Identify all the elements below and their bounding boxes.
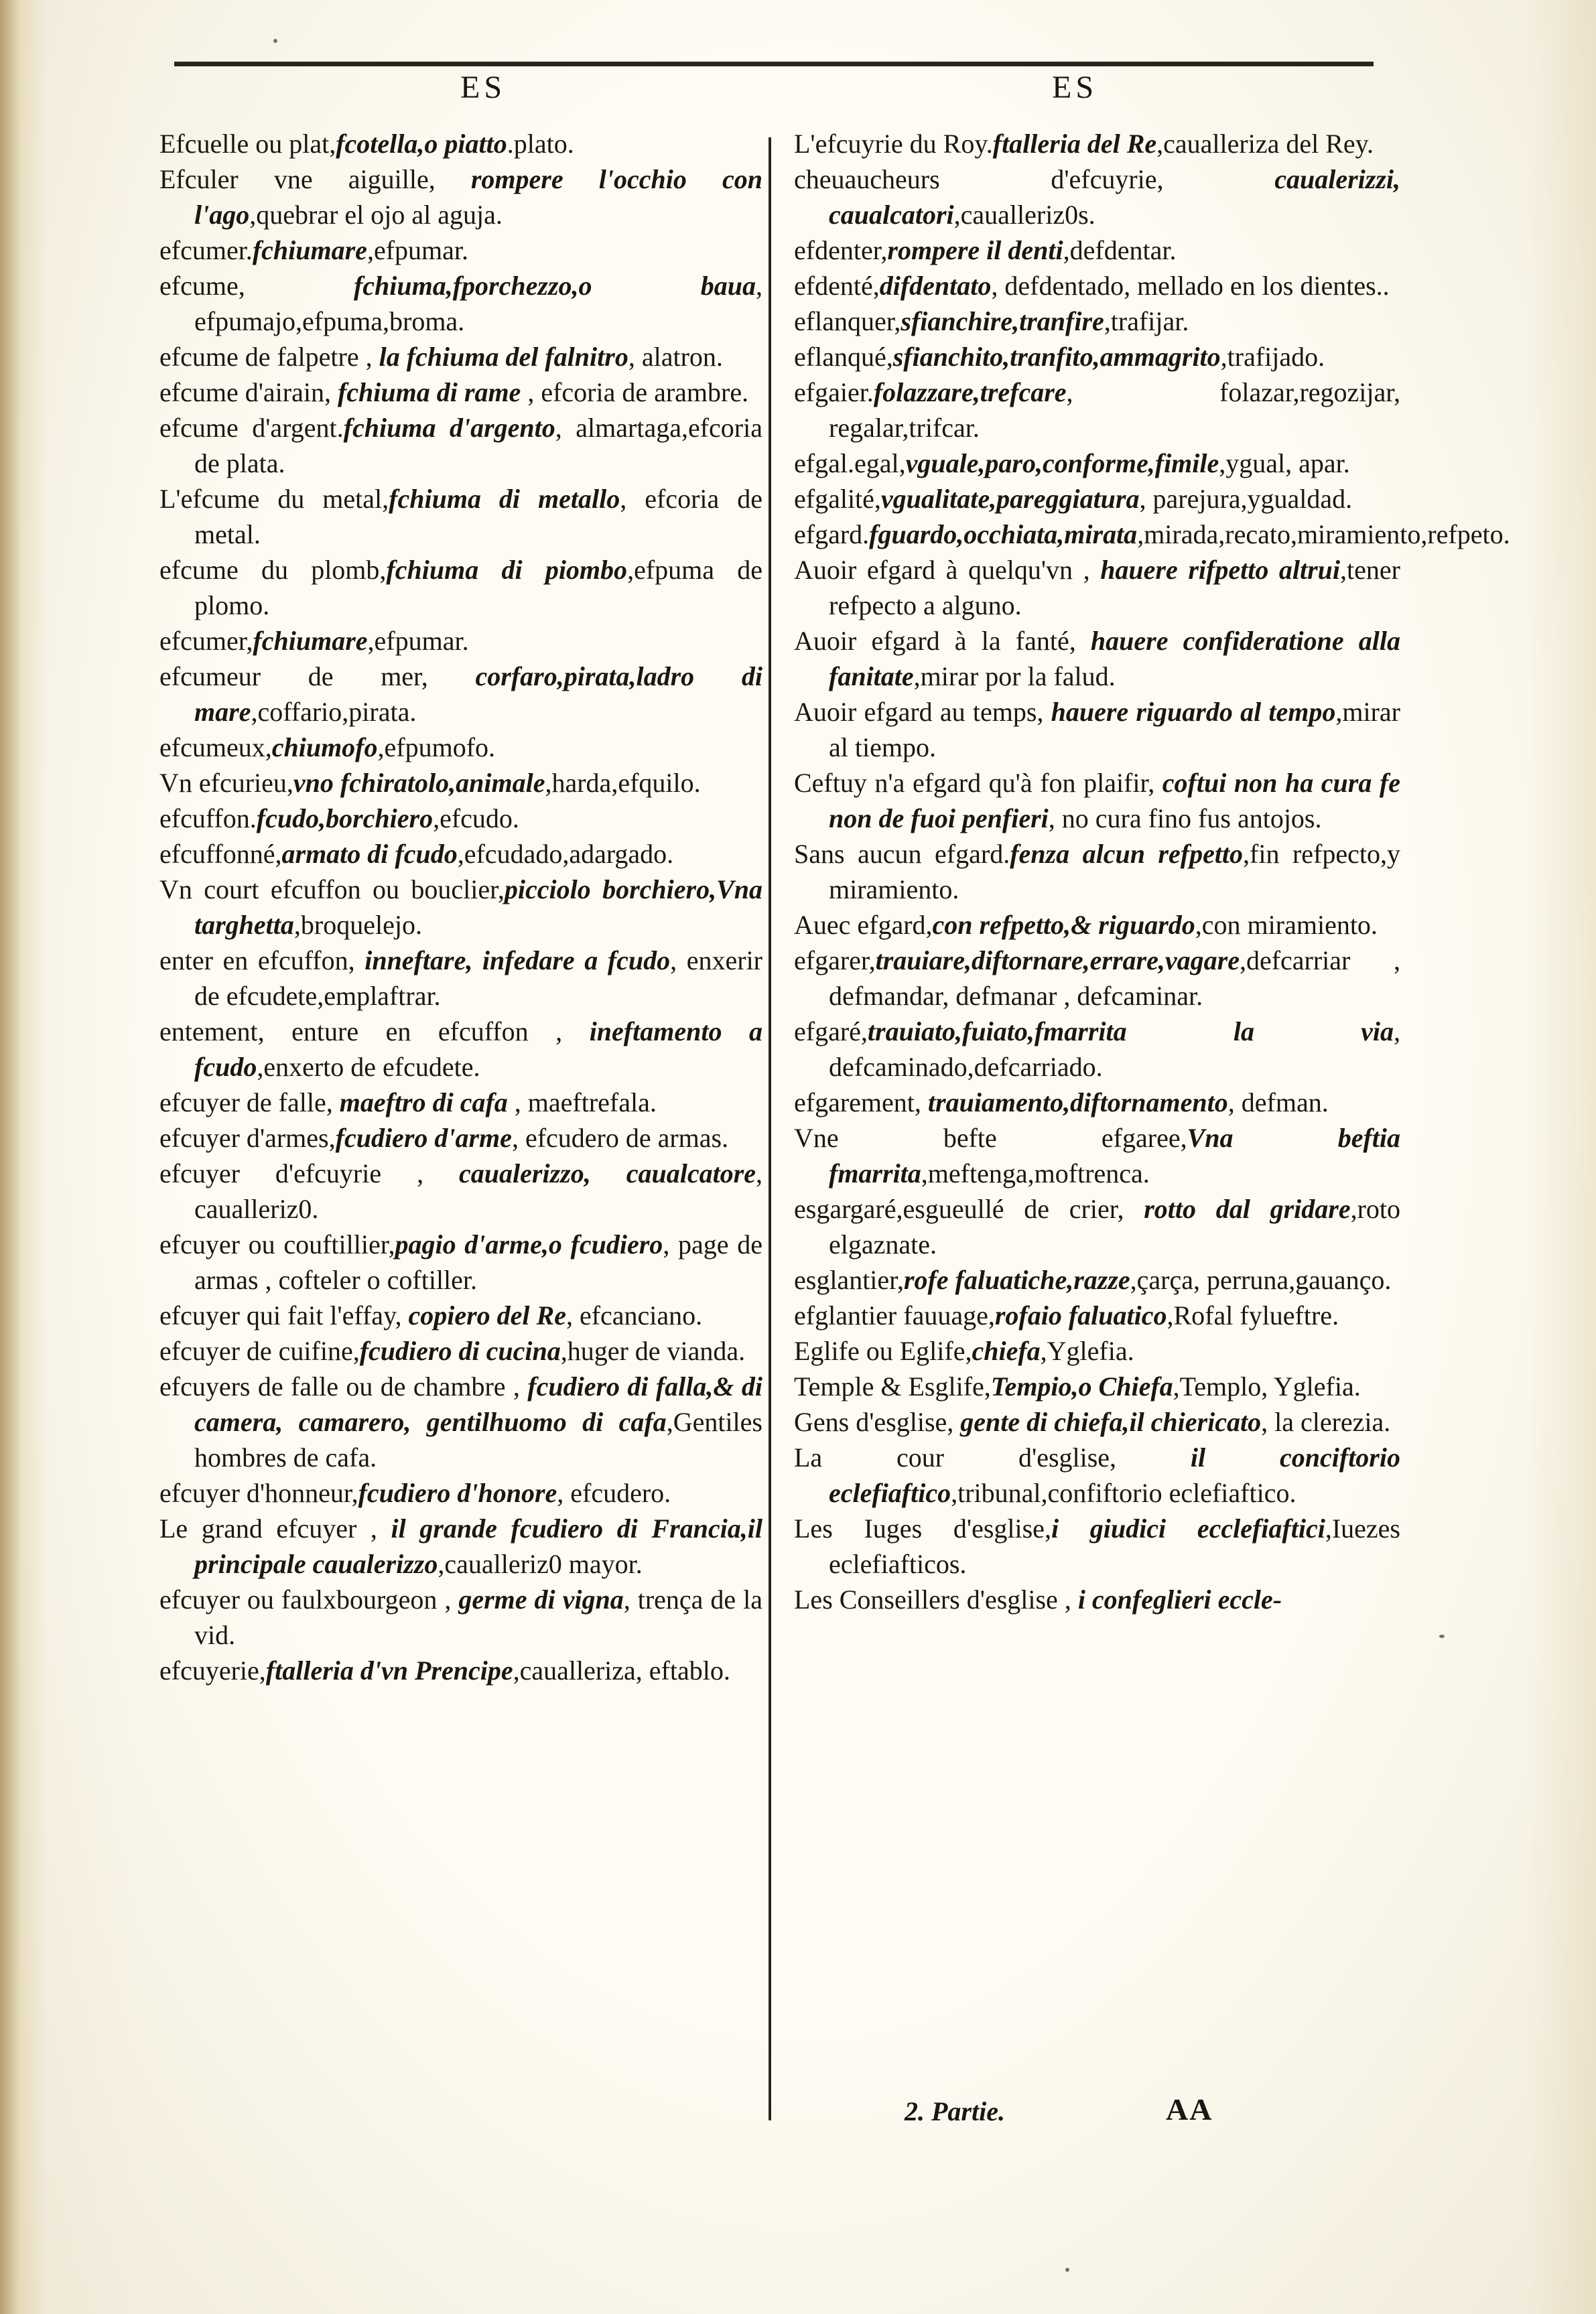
italian-term: maeftro di cafa: [339, 1087, 508, 1117]
dictionary-entry: [159, 481, 762, 552]
spanish-term: ,efcudo.: [433, 803, 519, 833]
dictionary-entry: [159, 659, 762, 730]
french-term: efcuyer ou couftillier,: [159, 1229, 395, 1260]
french-term: efgard.: [794, 519, 870, 549]
dictionary-entry: [159, 375, 762, 410]
dictionary-entry: [794, 1404, 1400, 1440]
french-term: eflanqué,: [794, 342, 893, 372]
dictionary-entry: [159, 872, 762, 943]
italian-term: trauiare,diftornare,errare,vagare: [875, 945, 1240, 975]
french-term: efcume,: [159, 271, 354, 301]
italian-term: coftui non ha cura fe non de fuoi penfieri: [829, 768, 1400, 833]
french-term: efcuyer de cuifine,: [159, 1336, 360, 1366]
italian-term: fcudiero di falla,& di camera, camarero, gentilhuomo di cafa: [194, 1371, 762, 1437]
french-term: efgalité,: [794, 484, 881, 514]
french-term: efgal.egal,: [794, 448, 906, 478]
italian-term: con refpetto,& riguardo: [932, 910, 1195, 940]
catchword: AA: [1166, 2092, 1213, 2126]
italian-term: fchiumare: [252, 235, 367, 265]
dictionary-entry: [159, 623, 762, 659]
french-term: Auoir efgard au temps,: [794, 697, 1051, 727]
left-column: [159, 126, 762, 1688]
spanish-term: ,Gentiles hombres de cafa.: [194, 1407, 762, 1473]
spanish-term: ,Templo, Yglefia.: [1173, 1371, 1361, 1402]
french-term: Efcuelle ou plat,: [159, 129, 336, 159]
spanish-term: ,mirar por la falud.: [913, 661, 1116, 691]
italian-term: ineftamento a fcudo: [194, 1016, 762, 1082]
dictionary-entry: [159, 1085, 762, 1120]
italian-term: fcudiero d'honore: [358, 1478, 557, 1508]
italian-term: i confeglieri eccle-: [1077, 1584, 1282, 1615]
italian-term: fchiuma di rame: [337, 377, 521, 407]
spanish-term: , la clerezia.: [1261, 1407, 1391, 1437]
spanish-term: ,Rofal fylueftre.: [1167, 1300, 1339, 1331]
french-term: efcume d'airain,: [159, 377, 338, 407]
italian-term: hauere riguardo al tempo: [1051, 697, 1336, 727]
italian-term: fchiuma di metallo: [389, 484, 620, 514]
italian-term: rotto dal gridare: [1144, 1194, 1351, 1224]
italian-term: caualerizzi, caualcatori: [829, 164, 1400, 230]
italian-term: fchiumare: [253, 626, 368, 656]
spanish-term: , trença de la vid.: [194, 1584, 762, 1650]
italian-term: fchiuma,fporchezzo,o baua: [353, 271, 756, 301]
dictionary-entry: [159, 1333, 762, 1369]
spanish-term: ,con miramiento.: [1195, 910, 1378, 940]
italian-term: fcotella,o piatto: [336, 129, 507, 159]
spanish-term: , efcoria de arambre.: [521, 377, 749, 407]
spanish-term: ,efpumar.: [367, 235, 468, 265]
spanish-term: ,enxerto de efcudete.: [257, 1052, 480, 1082]
italian-term: rompere il denti: [887, 235, 1063, 265]
spanish-term: ,caualleriz0s.: [953, 200, 1095, 230]
spanish-term: ,defcarriar , defmandar, defmanar , defcaminar.: [829, 945, 1400, 1011]
spanish-term: ,ygual, apar.: [1219, 448, 1350, 478]
italian-term: germe di vigna: [458, 1584, 624, 1615]
spanish-term: , efcanciano.: [566, 1300, 703, 1331]
italian-term: armato di fcudo: [281, 839, 458, 869]
column-divider: [769, 137, 771, 2120]
dictionary-entry: [159, 836, 762, 872]
italian-term: vgualitate,pareggiatura: [880, 484, 1140, 514]
dictionary-entry: [794, 303, 1400, 339]
spanish-term: ,fin refpecto,y miramiento.: [829, 839, 1400, 904]
italian-term: hauere rifpetto altrui: [1100, 555, 1341, 585]
spanish-term: , no cura fino fus antojos.: [1048, 803, 1322, 833]
italian-term: rompere l'occhio con l'ago: [194, 164, 762, 230]
french-term: Gens d'esglise,: [794, 1407, 961, 1437]
dictionary-entry: [159, 1369, 762, 1475]
french-term: esglantier,: [794, 1265, 904, 1295]
dictionary-entry: [794, 232, 1400, 268]
italian-term: chiefa: [972, 1336, 1041, 1366]
spanish-term: ,efpuma de plomo.: [194, 555, 763, 620]
french-term: Sans aucun efgard.: [794, 839, 1010, 869]
spanish-term: ,Iuezes eclefiafticos.: [829, 1513, 1400, 1579]
dictionary-entry: [159, 161, 762, 232]
french-term: efcuyer d'armes,: [159, 1123, 336, 1153]
italian-term: difdentato: [879, 271, 992, 301]
spanish-term: , almartaga,efcoria de plata.: [194, 413, 762, 478]
french-term: efcume de falpetre ,: [159, 342, 379, 372]
spanish-term: ,harda,efquilo.: [545, 768, 701, 798]
spanish-term: , efcudero.: [557, 1478, 671, 1508]
dictionary-entry: [794, 1333, 1400, 1369]
dictionary-entry: [794, 1085, 1400, 1120]
dictionary-entry: [159, 1156, 762, 1227]
french-term: Eglife ou Eglife,: [794, 1336, 972, 1366]
dictionary-entry: [159, 1227, 762, 1298]
dictionary-entry: [794, 1582, 1400, 1617]
french-term: efcuyer de falle,: [159, 1087, 340, 1117]
spanish-term: , alatron.: [628, 342, 723, 372]
italian-term: sfianchito,tranfito,ammagrito: [892, 342, 1221, 372]
spanish-term: , efcudero de armas.: [511, 1123, 729, 1153]
spanish-term: .plato.: [507, 129, 574, 159]
french-term: Auoir efgard à quelqu'vn ,: [794, 555, 1101, 585]
italian-term: vguale,paro,conforme,fimile: [905, 448, 1219, 478]
italian-term: fcudo,borchiero: [256, 803, 434, 833]
dictionary-entry: [159, 126, 762, 161]
dictionary-entry: [159, 730, 762, 765]
dictionary-entry: [159, 1653, 762, 1688]
dictionary-entry: [159, 1014, 762, 1085]
ink-speck: [1065, 2268, 1069, 2272]
italian-term: Vna beftia fmarrita: [829, 1123, 1400, 1188]
dictionary-entry: [794, 943, 1400, 1014]
dictionary-entry: [159, 410, 762, 481]
dictionary-entry: [794, 126, 1400, 161]
italian-term: sfianchire,tranfire: [901, 306, 1104, 336]
italian-term: trauiamento,diftornamento: [927, 1087, 1228, 1117]
italian-term: vno fchiratolo,animale: [293, 768, 545, 798]
french-term: La cour d'esglise,: [794, 1442, 1191, 1473]
french-term: efcume du plomb,: [159, 555, 387, 585]
dictionary-entry: [794, 481, 1400, 517]
french-term: efcuyerie,: [159, 1655, 266, 1686]
spanish-term: ,broquelejo.: [293, 910, 422, 940]
dictionary-entry: [159, 1582, 762, 1653]
french-term: efglantier fauuage,: [794, 1300, 995, 1331]
french-term: esgargaré,esgueullé de crier,: [794, 1194, 1144, 1224]
french-term: Auoir efgard à la fanté,: [794, 626, 1091, 656]
dictionary-entry: [794, 694, 1400, 765]
spanish-term: ,quebrar el ojo al aguja.: [249, 200, 503, 230]
spanish-term: ,huger de vianda.: [560, 1336, 746, 1366]
dictionary-entry: [159, 552, 762, 623]
french-term: Le grand efcuyer ,: [159, 1513, 391, 1544]
dictionary-entry: [794, 1369, 1400, 1404]
spanish-term: ,coffario,pirata.: [251, 697, 417, 727]
italian-term: pagio d'arme,o fcudiero: [395, 1229, 663, 1260]
dictionary-entry: [794, 268, 1400, 303]
spanish-term: , folazar,regozijar, regalar,trifcar.: [829, 377, 1400, 443]
top-rule: [174, 62, 1374, 66]
french-term: efcumeur de mer,: [159, 661, 476, 691]
dictionary-entry: [794, 907, 1400, 943]
right-column: [794, 126, 1510, 1617]
dictionary-entry: [159, 1511, 762, 1582]
italian-term: la fchiuma del falnitro: [379, 342, 628, 372]
spanish-term: , caualleriz0.: [194, 1158, 762, 1224]
dictionary-entry: [794, 446, 1400, 481]
dictionary-entry: [794, 339, 1400, 375]
dictionary-entry: [159, 1475, 762, 1511]
french-term: Vn court efcuffon ou bouclier,: [159, 874, 505, 904]
italian-term: copiero del Re: [408, 1300, 566, 1331]
spanish-term: , efcoria de metal.: [194, 484, 762, 549]
italian-term: fchiuma d'argento: [343, 413, 555, 443]
dictionary-entry: [794, 623, 1400, 694]
french-term: efcuyer qui fait l'effay,: [159, 1300, 409, 1331]
italian-term: trauiato,fuiato,fmarrita la via: [867, 1016, 1394, 1046]
french-term: efcuyer d'efcuyrie ,: [159, 1158, 460, 1188]
french-term: Les Conseillers d'esglise ,: [794, 1584, 1078, 1615]
ink-speck: [1439, 1635, 1445, 1638]
spanish-term: ,efpumar.: [367, 626, 469, 656]
dictionary-entry: [794, 1262, 1400, 1298]
dictionary-entry: [794, 1511, 1400, 1582]
spanish-term: ,caualleriza, eftablo.: [513, 1655, 730, 1686]
french-term: efgarement,: [794, 1087, 928, 1117]
italian-term: caualerizzo, caualcatore: [459, 1158, 756, 1188]
spanish-term: ,defdentar.: [1063, 235, 1177, 265]
french-term: efdenté,: [794, 271, 880, 301]
spanish-term: ,mirada,recato,miramiento,refpeto.: [1137, 519, 1510, 549]
spanish-term: ,roto elgaznate.: [829, 1194, 1401, 1260]
spanish-term: , enxerir de efcudete,emplaftrar.: [194, 945, 763, 1011]
spanish-term: , page de armas , cofteler o coftiller.: [194, 1229, 763, 1295]
italian-term: fcudiero d'arme: [335, 1123, 512, 1153]
italian-term: rofaio faluatico: [994, 1300, 1167, 1331]
dictionary-entry: [794, 836, 1400, 907]
spanish-term: ,tribunal,confiftorio eclefiaftico.: [951, 1478, 1296, 1508]
italian-term: fchiuma di piombo: [386, 555, 628, 585]
dictionary-entry: [159, 943, 762, 1014]
dictionary-entry: [794, 1298, 1400, 1333]
french-term: efcuffonné,: [159, 839, 282, 869]
italian-term: fcudiero di cucina: [359, 1336, 561, 1366]
french-term: Vn efcurieu,: [159, 768, 293, 798]
italian-term: Tempio,o Chiefa: [990, 1371, 1173, 1402]
french-term: efgaré,: [794, 1016, 868, 1046]
spanish-term: ,efcudado,adargado.: [457, 839, 674, 869]
french-term: Temple & Esglife,: [794, 1371, 991, 1402]
french-term: efcumeux,: [159, 732, 272, 762]
dictionary-entry: [159, 268, 762, 339]
french-term: Ceftuy n'a efgard qu'à fon plaifir,: [794, 768, 1162, 798]
italian-term: folazzare,trefcare: [873, 377, 1067, 407]
italian-term: gente di chiefa,il chiericato: [960, 1407, 1262, 1437]
dictionary-entry: [159, 1120, 762, 1156]
signature-mark: 2. Partie.: [905, 2096, 1005, 2126]
dictionary-entry: [159, 1298, 762, 1333]
spanish-term: ,caualleriza del Rey.: [1156, 129, 1374, 159]
french-term: efcuyer ou faulxbourgeon ,: [159, 1584, 459, 1615]
french-term: efcumer,: [159, 626, 253, 656]
italian-term: ftalleria d'vn Prencipe: [265, 1655, 513, 1686]
italian-term: fenza alcun refpetto: [1010, 839, 1244, 869]
french-term: Vne befte efgaree,: [794, 1123, 1187, 1153]
dictionary-entry: [159, 232, 762, 268]
spanish-term: , efpumajo,efpuma,broma.: [194, 271, 762, 336]
spanish-term: , parejura,ygualdad.: [1139, 484, 1353, 514]
french-term: eflanquer,: [794, 306, 901, 336]
french-term: Auec efgard,: [794, 910, 933, 940]
dictionary-entry: [794, 1440, 1400, 1511]
french-term: efcumer.: [159, 235, 253, 265]
dictionary-entry: [794, 552, 1400, 623]
spanish-term: ,Yglefia.: [1040, 1336, 1134, 1366]
french-term: cheuaucheurs d'efcuyrie,: [794, 164, 1275, 194]
dictionary-entry: [159, 339, 762, 375]
spanish-term: ,caualleriz0 mayor.: [438, 1549, 643, 1579]
dictionary-entry: [159, 765, 762, 801]
spanish-term: , maeftrefala.: [507, 1087, 657, 1117]
french-term: Les Iuges d'esglise,: [794, 1513, 1051, 1544]
dictionary-entry: [794, 1014, 1400, 1085]
french-term: Efculer vne aiguille,: [159, 164, 471, 194]
book-gutter: [0, 0, 20, 2314]
italian-term: chiumofo: [271, 732, 378, 762]
spanish-term: ,trafijar.: [1104, 306, 1189, 336]
french-term: efcuyer d'honneur,: [159, 1478, 358, 1508]
french-term: L'efcume du metal,: [159, 484, 389, 514]
ink-speck: [273, 39, 277, 43]
spanish-term: ,trafijado.: [1220, 342, 1325, 372]
dictionary-entry: [794, 765, 1400, 836]
italian-term: corfaro,pirata,ladro di mare: [194, 661, 763, 727]
dictionary-entry: [794, 1120, 1400, 1191]
french-term: enter en efcuffon,: [159, 945, 365, 975]
spanish-term: ,çarça, perruna,gauanço.: [1130, 1265, 1392, 1295]
french-term: efgarer,: [794, 945, 876, 975]
spanish-term: ,efpumofo.: [377, 732, 496, 762]
italian-term: il conciftorio eclefiaftico: [829, 1442, 1400, 1508]
dictionary-entry: [794, 375, 1400, 446]
italian-term: il grande fcudiero di Francia,il principale caualerizzo: [194, 1513, 762, 1579]
spanish-term: , defdentado, mellado en los dientes..: [991, 271, 1390, 301]
french-term: efcuffon.: [159, 803, 257, 833]
french-term: efcuyers de falle ou de chambre ,: [159, 1371, 528, 1402]
italian-term: hauere confideratione alla fanitate: [829, 626, 1401, 691]
french-term: efcume d'argent.: [159, 413, 344, 443]
french-term: L'efcuyrie du Roy.: [794, 129, 993, 159]
italian-term: fguardo,occhiata,mirata: [869, 519, 1138, 549]
italian-term: ftalleria del Re: [992, 129, 1157, 159]
dictionary-entry: [794, 1191, 1400, 1262]
italian-term: rofe faluatiche,razze: [903, 1265, 1130, 1295]
french-term: efgaier.: [794, 377, 874, 407]
dictionary-entry: [794, 161, 1400, 232]
italian-term: picciolo borchiero,Vna targhetta: [194, 874, 762, 940]
spanish-term: , defcaminado,defcarriado.: [829, 1016, 1400, 1082]
spanish-term: , defman.: [1227, 1087, 1329, 1117]
italian-term: inneftare, infedare a fcudo: [364, 945, 671, 975]
dictionary-entry: [794, 517, 1510, 552]
spanish-term: ,mirar al tiempo.: [829, 697, 1400, 762]
french-term: efdenter,: [794, 235, 888, 265]
spanish-term: ,tener refpecto a alguno.: [829, 555, 1400, 620]
italian-term: i giudici ecclefiaftici: [1051, 1513, 1325, 1544]
running-head-right: ES: [1052, 70, 1098, 105]
spanish-term: ,meftenga,moftrenca.: [921, 1158, 1150, 1188]
running-head-left: ES: [460, 70, 507, 105]
dictionary-entry: [159, 801, 762, 836]
french-term: entement, enture en efcuffon ,: [159, 1016, 590, 1046]
